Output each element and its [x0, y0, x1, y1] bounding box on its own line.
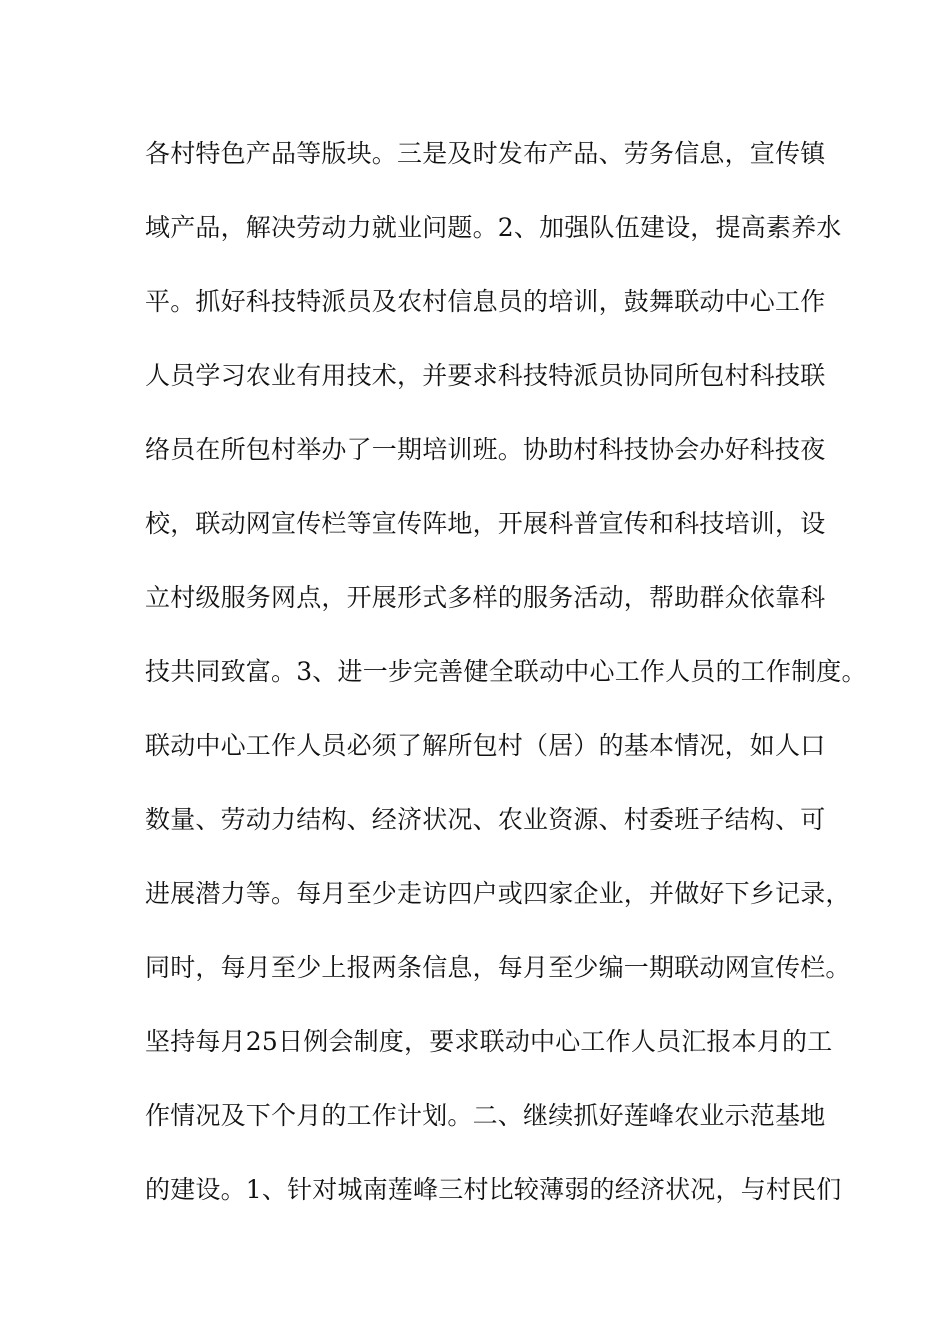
body-text — [145, 130, 867, 1240]
text-line: 各村特色产品等版块。三是及时发布产品、劳务信息，宣传镇 — [145, 139, 826, 168]
text-line: 平。抓好科技特派员及农村信息员的培训，鼓舞联动中心工作 — [145, 287, 826, 316]
text-line: 坚持每月25日例会制度，要求联动中心工作人员汇报本月的工 — [145, 1027, 833, 1056]
text-line: 域产品，解决劳动力就业问题。2、加强队伍建设，提高素养水 — [145, 213, 842, 242]
text-line: 联动中心工作人员必须了解所包村（居）的基本情况，如人口 — [145, 731, 826, 760]
text-line: 人员学习农业有用技术，并要求科技特派员协同所包村科技联 — [145, 361, 826, 390]
text-line: 立村级服务网点，开展形式多样的服务活动，帮助群众依靠科 — [145, 583, 826, 612]
text-line: 校，联动网宣传栏等宣传阵地，开展科普宣传和科技培训，设 — [145, 509, 826, 538]
text-line: 作情况及下个月的工作计划。二、继续抓好莲峰农业示范基地 — [145, 1101, 826, 1130]
text-line: 进展潜力等。每月至少走访四户或四家企业，并做好下乡记录， — [145, 879, 851, 908]
text-line: 技共同致富。3、进一步完善健全联动中心工作人员的工作制度。 — [145, 657, 867, 686]
text-line: 的建设。1、针对城南莲峰三村比较薄弱的经济状况，与村民们 — [145, 1175, 842, 1204]
text-line: 络员在所包村举办了一期培训班。协助村科技协会办好科技夜 — [145, 435, 826, 464]
text-line: 同时，每月至少上报两条信息，每月至少编一期联动网宣传栏。 — [145, 953, 851, 982]
text-line: 数量、劳动力结构、经济状况、农业资源、村委班子结构、可 — [145, 805, 826, 834]
